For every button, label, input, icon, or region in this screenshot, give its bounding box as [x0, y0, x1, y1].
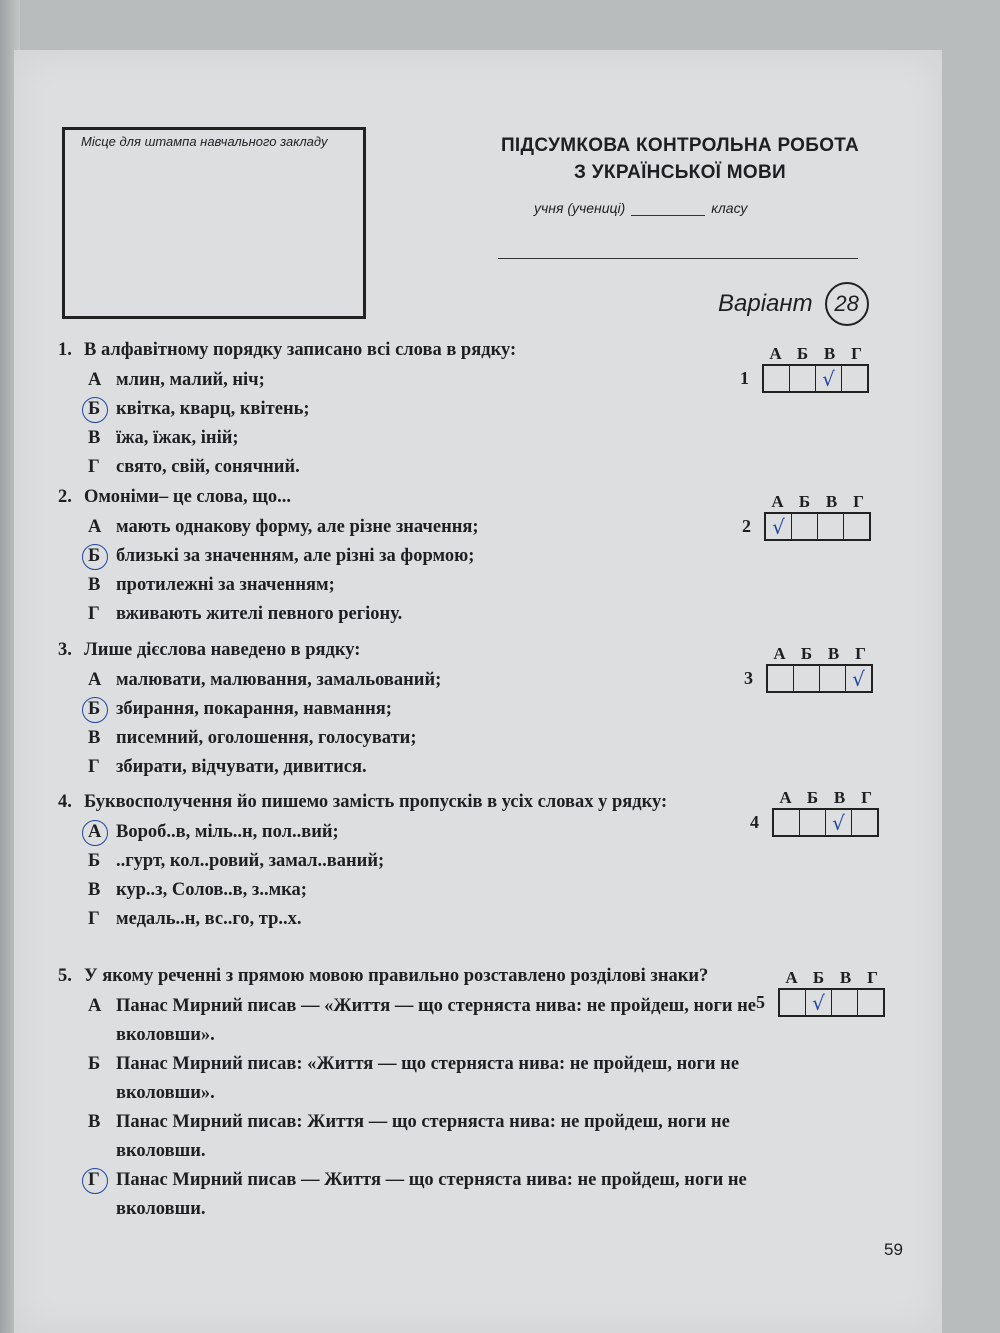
answer-grid-header	[762, 344, 870, 364]
option-text: Панас Мирний писав — Життя — що стерняста нива: не пройдеш, ноги не вколовши.	[116, 1170, 747, 1219]
option-letter: Б	[88, 1054, 101, 1074]
option-a[interactable]	[88, 666, 758, 695]
answer-letter: Б	[806, 788, 819, 807]
question-text	[58, 483, 758, 511]
answer-cells	[762, 364, 869, 393]
option-a[interactable]	[88, 513, 758, 542]
option-letter: А	[88, 370, 102, 390]
option-h[interactable]	[88, 453, 758, 482]
question-text	[58, 336, 758, 364]
option-letter: Г	[88, 1166, 116, 1224]
option-b[interactable]	[88, 542, 758, 571]
question-prompt: Буквосполучення йо пишемо замість пропусків в усіх словах у рядку:	[84, 792, 668, 812]
answer-number: 2	[742, 516, 751, 536]
question-1	[58, 336, 758, 482]
answer-cell[interactable]	[844, 514, 869, 539]
answer-grid-row	[756, 988, 886, 1017]
stamp-box	[62, 127, 366, 319]
option-h[interactable]	[88, 1166, 758, 1224]
option-b[interactable]	[88, 847, 758, 876]
answer-letter: А	[769, 344, 782, 363]
option-text: свято, свій, сонячний.	[116, 457, 300, 477]
options-list	[88, 513, 758, 629]
answer-grid-5	[756, 968, 886, 1017]
answer-number: 3	[744, 668, 753, 688]
answer-grid-header	[764, 492, 872, 512]
answer-grid-3	[744, 644, 874, 693]
question-text	[58, 962, 758, 990]
check-mark-icon: √	[852, 666, 865, 691]
answer-cell[interactable]	[820, 666, 846, 691]
answer-grid-header	[778, 968, 886, 988]
option-letter: В	[88, 880, 101, 900]
option-letter: Б	[88, 851, 101, 871]
answer-cell[interactable]	[818, 514, 844, 539]
question-text	[58, 788, 758, 816]
answer-letter: Г	[851, 344, 862, 363]
answer-cell[interactable]	[780, 990, 806, 1015]
option-text: млин, малий, ніч;	[116, 370, 265, 390]
answer-cells	[772, 808, 879, 837]
option-letter: А	[88, 517, 102, 537]
answer-cell[interactable]	[846, 666, 871, 691]
answer-letter: А	[785, 968, 798, 987]
answer-letter: Г	[861, 788, 872, 807]
answer-cell[interactable]	[852, 810, 877, 835]
option-text: збирати, відчувати, дивитися.	[116, 757, 367, 777]
answer-cell[interactable]	[816, 366, 842, 391]
question-number: 3.	[58, 640, 72, 660]
option-text: Панас Мирний писав: Життя — що стерняста нива: не пройдеш, ноги не вколовши.	[116, 1112, 730, 1161]
answer-letter: В	[825, 492, 838, 511]
option-text: вживають жителі певного регіону.	[116, 604, 403, 624]
question-2	[58, 483, 758, 629]
check-mark-icon: √	[812, 990, 825, 1015]
answer-cells	[766, 664, 873, 693]
check-mark-icon: √	[822, 366, 835, 391]
answer-cell[interactable]	[764, 366, 790, 391]
title-line-2: З УКРАЇНСЬКОЇ МОВИ	[574, 162, 786, 183]
option-b[interactable]	[88, 395, 758, 424]
answer-letter: В	[823, 344, 836, 363]
option-letter: А	[88, 996, 102, 1016]
option-b[interactable]	[88, 695, 758, 724]
option-letter: А	[88, 670, 102, 690]
answer-letter: А	[771, 492, 784, 511]
answer-letter: Г	[855, 644, 866, 663]
answer-letter: Г	[853, 492, 864, 511]
question-4	[58, 788, 758, 934]
option-letter: Б	[88, 695, 116, 724]
name-blank[interactable]	[498, 258, 858, 259]
option-text: кур..з, Солов..в, з..мка;	[116, 880, 307, 900]
option-letter: Г	[88, 757, 100, 777]
option-v[interactable]	[88, 876, 758, 905]
stamp-label: Місце для штампа навчального закладу	[81, 134, 328, 149]
question-number: 4.	[58, 792, 72, 812]
pupil-line	[534, 200, 874, 216]
options-list	[88, 992, 758, 1224]
question-number: 2.	[58, 487, 72, 507]
option-text: малювати, малювання, замальований;	[116, 670, 442, 690]
answer-cells	[764, 512, 871, 541]
answer-cell[interactable]	[832, 990, 858, 1015]
option-h[interactable]	[88, 753, 758, 782]
page-title	[470, 132, 890, 186]
answer-letter: В	[833, 788, 846, 807]
question-5	[58, 962, 758, 1224]
title-line-1: ПІДСУМКОВА КОНТРОЛЬНА РОБОТА	[500, 135, 860, 156]
option-v[interactable]	[88, 1108, 758, 1166]
check-mark-icon: √	[832, 810, 845, 835]
answer-cells	[778, 988, 885, 1017]
option-letter: А	[88, 818, 116, 847]
option-a[interactable]	[88, 818, 758, 847]
option-a[interactable]	[88, 992, 758, 1050]
option-letter: В	[88, 428, 101, 448]
answer-number: 5	[756, 992, 765, 1012]
option-text: Вороб..в, міль..н, пол..вий;	[116, 822, 339, 842]
options-list	[88, 366, 758, 482]
question-text	[58, 636, 758, 664]
answer-cell[interactable]	[790, 366, 816, 391]
pupil-prefix: учня (учениці)	[534, 200, 626, 216]
question-prompt: У якому реченні з прямою мовою правильно розставлено розділові знаки?	[84, 966, 709, 986]
question-prompt: Лише дієслова наведено в рядку:	[84, 640, 361, 660]
option-letter: В	[88, 728, 101, 748]
option-h[interactable]	[88, 600, 758, 629]
answer-grid-1	[740, 344, 870, 393]
option-a[interactable]	[88, 366, 758, 395]
answer-letter: Б	[800, 644, 813, 663]
option-letter: Г	[88, 909, 100, 929]
answer-letter: Г	[867, 968, 878, 987]
option-letter: Г	[88, 457, 100, 477]
answer-letter: Б	[812, 968, 825, 987]
answer-cell[interactable]	[774, 810, 800, 835]
answer-grid-row	[744, 664, 874, 693]
answer-grid-header	[766, 644, 874, 664]
option-letter: Г	[88, 604, 100, 624]
answer-letter: Б	[796, 344, 809, 363]
option-text: мають однакову форму, але різне значення;	[116, 517, 479, 537]
check-mark-icon: √	[772, 514, 785, 539]
option-text: медаль..н, вс..го, тр..х.	[116, 909, 302, 929]
option-h[interactable]	[88, 905, 758, 934]
answer-cell[interactable]	[794, 666, 820, 691]
answer-letter: В	[839, 968, 852, 987]
answer-cell[interactable]	[826, 810, 852, 835]
answer-cell[interactable]	[842, 366, 867, 391]
option-letter: Б	[88, 542, 116, 571]
option-text: протилежні за значенням;	[116, 575, 335, 595]
answer-cell[interactable]	[800, 810, 826, 835]
answer-grid-row	[740, 364, 870, 393]
answer-cell[interactable]	[792, 514, 818, 539]
option-b[interactable]	[88, 1050, 758, 1108]
variant-label: Варіант	[718, 290, 813, 317]
option-text: Панас Мирний писав — «Життя — що стерняста нива: не пройдеш, ноги не вколовши».	[116, 996, 756, 1045]
pupil-suffix: класу	[711, 200, 748, 216]
answer-letter: А	[779, 788, 792, 807]
variant-number: 28	[825, 282, 869, 326]
option-v[interactable]	[88, 424, 758, 453]
question-prompt: В алфавітному порядку записано всі слова в рядку:	[84, 340, 517, 360]
page-number: 59	[884, 1240, 903, 1259]
option-text: їжа, їжак, іній;	[116, 428, 239, 448]
question-number: 5.	[58, 966, 72, 986]
answer-cell[interactable]	[806, 990, 832, 1015]
option-v[interactable]	[88, 724, 758, 753]
variant	[718, 282, 869, 326]
option-text: писемний, оголошення, голосувати;	[116, 728, 417, 748]
answer-grid-4	[750, 788, 880, 837]
option-text: квітка, кварц, квітень;	[116, 399, 310, 419]
question-3	[58, 636, 758, 782]
answer-letter: А	[773, 644, 786, 663]
option-text: збирання, покарання, навмання;	[116, 699, 392, 719]
answer-letter: В	[827, 644, 840, 663]
answer-letter: Б	[798, 492, 811, 511]
option-text: близькі за значенням, але різні за формою;	[116, 546, 475, 566]
option-letter: В	[88, 1112, 101, 1132]
answer-grid-2	[742, 492, 872, 541]
option-text: ..гурт, кол..ровий, замал..ваний;	[116, 851, 385, 871]
answer-number: 4	[750, 812, 759, 832]
answer-cell[interactable]	[766, 514, 792, 539]
option-v[interactable]	[88, 571, 758, 600]
options-list	[88, 818, 758, 934]
options-list	[88, 666, 758, 782]
answer-grid-row	[742, 512, 872, 541]
question-prompt: Омоніми– це слова, що...	[84, 487, 292, 507]
option-text: Панас Мирний писав: «Життя — що стерняста нива: не пройдеш, ноги не вколовши».	[116, 1054, 740, 1103]
option-letter: В	[88, 575, 101, 595]
answer-grid-header	[772, 788, 880, 808]
answer-cell[interactable]	[858, 990, 883, 1015]
class-blank[interactable]	[631, 201, 705, 216]
question-number: 1.	[58, 340, 72, 360]
answer-grid-row	[750, 808, 880, 837]
option-letter: Б	[88, 395, 116, 424]
answer-number: 1	[740, 368, 749, 388]
answer-cell[interactable]	[768, 666, 794, 691]
